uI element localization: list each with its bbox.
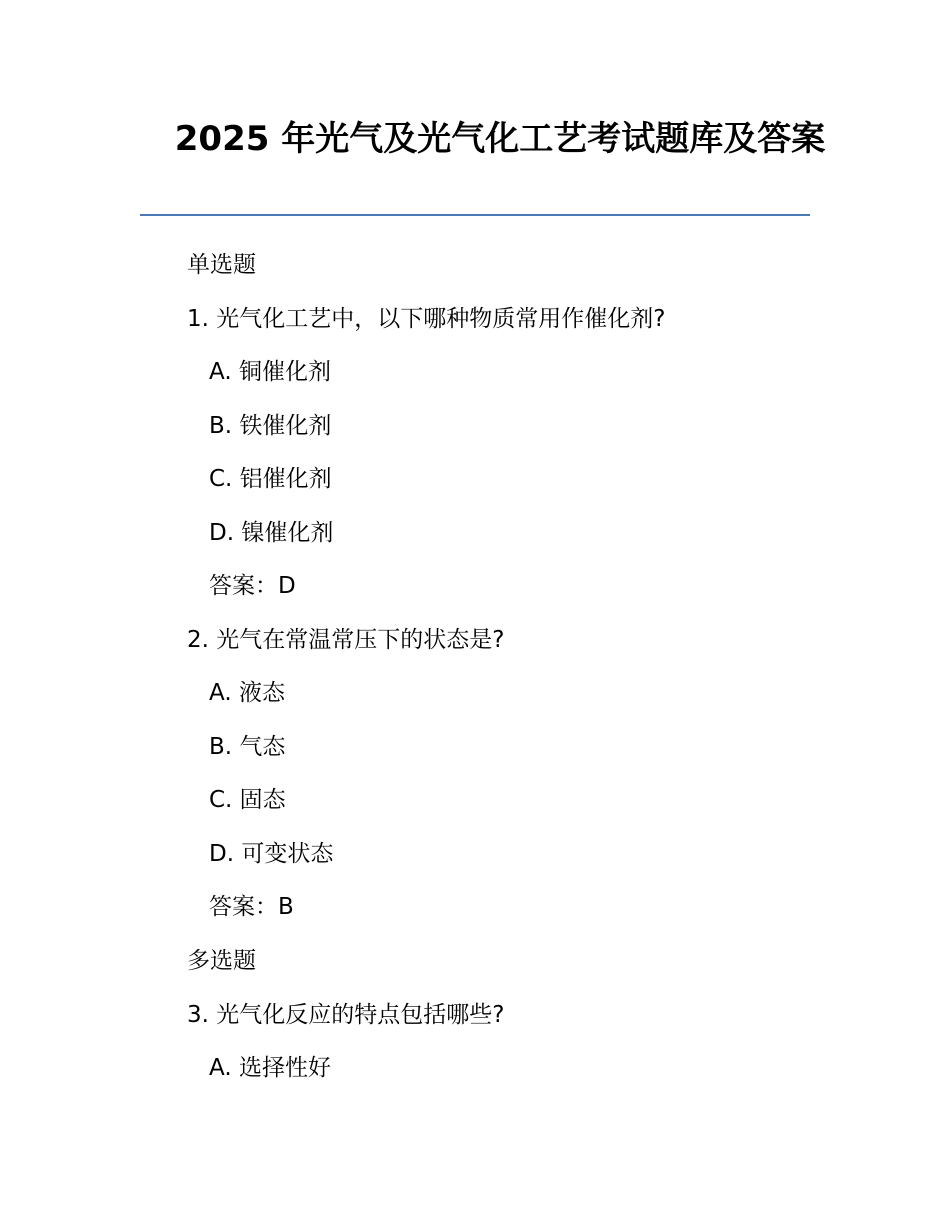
- question-2-option-b: B. 气态: [209, 734, 286, 760]
- question-1-stem: 1. 光气化工艺中，以下哪种物质常用作催化剂?: [187, 306, 666, 332]
- question-3-option-a: A. 选择性好: [209, 1055, 331, 1081]
- question-2-option-c: C. 固态: [209, 787, 286, 813]
- question-1-option-a: A. 铜催化剂: [209, 359, 331, 385]
- question-1-option-d: D. 镍催化剂: [209, 520, 334, 546]
- question-1-answer: 答案：D: [209, 573, 296, 599]
- question-2-option-d: D. 可变状态: [209, 841, 334, 867]
- question-2-option-a: A. 液态: [209, 680, 285, 706]
- question-1-option-c: C. 铝催化剂: [209, 466, 332, 492]
- title-underline: [140, 214, 810, 216]
- document-title: 2025 年光气及光气化工艺考试题库及答案: [174, 119, 826, 159]
- question-2-stem: 2. 光气在常温常压下的状态是?: [187, 627, 505, 653]
- question-2-answer: 答案：B: [209, 894, 294, 920]
- section-heading-single-choice: 单选题: [187, 252, 256, 278]
- section-heading-multiple-choice: 多选题: [187, 948, 256, 974]
- question-3-stem: 3. 光气化反应的特点包括哪些?: [187, 1002, 505, 1028]
- question-1-option-b: B. 铁催化剂: [209, 413, 332, 439]
